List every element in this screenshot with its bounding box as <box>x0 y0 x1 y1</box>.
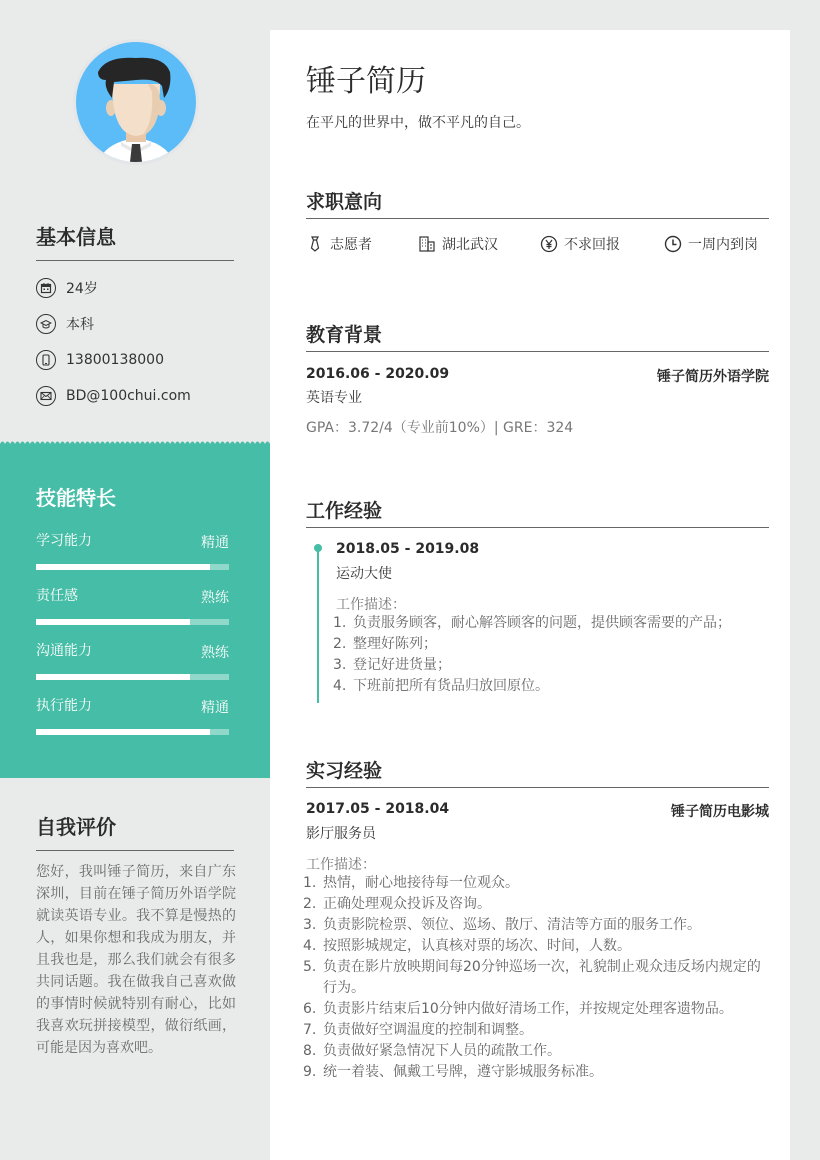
skill-item <box>36 530 229 570</box>
building-icon <box>418 235 436 253</box>
work-desc-list <box>333 613 773 697</box>
email-icon <box>36 386 56 406</box>
internship-desc-list <box>303 873 771 1083</box>
list-item: 1. 负责服务顾客，耐心解答顾客的问题，提供顾客需要的产品； <box>333 615 731 631</box>
timeline-line <box>317 549 319 703</box>
info-phone <box>36 342 236 378</box>
self-eval-heading: 自我评价 <box>36 814 234 851</box>
list-item: 9. 统一着装、佩戴工号牌，遵守影城服务标准。 <box>303 1064 603 1080</box>
skill-name: 执行能力 <box>36 698 92 714</box>
internship-role: 影厅服务员 <box>306 826 376 842</box>
internship-company: 锤子简历电影城 <box>671 804 769 820</box>
intent-location-value: 湖北武汉 <box>442 237 498 253</box>
resume-name: 锤子简历 <box>306 64 426 99</box>
skill-item <box>36 585 229 625</box>
phone-icon <box>36 350 56 370</box>
info-phone-value: 13800138000 <box>66 352 164 368</box>
skill-progress-fill <box>36 619 190 625</box>
yen-icon <box>540 235 558 253</box>
list-item: 4. 下班前把所有货品归放回原位。 <box>333 678 549 694</box>
intent-row <box>306 234 769 254</box>
work-role: 运动大使 <box>336 566 392 582</box>
education-header <box>306 366 769 386</box>
skills-heading: 技能特长 <box>36 486 116 510</box>
skill-progress-bar <box>36 729 229 735</box>
info-age <box>36 270 236 306</box>
skills-panel <box>0 446 270 778</box>
skill-item <box>36 640 229 680</box>
intent-availability-value: 一周内到岗 <box>688 237 758 253</box>
list-item: 1. 热情，耐心地接待每一位观众。 <box>303 875 519 891</box>
intent-salary <box>540 234 664 254</box>
skill-level: 精通 <box>201 700 229 716</box>
info-email <box>36 378 236 414</box>
tie-icon <box>306 235 324 253</box>
skill-progress-bar <box>36 674 229 680</box>
list-item: 2. 整理好陈列； <box>333 636 437 652</box>
info-age-value: 24岁 <box>66 281 98 297</box>
skill-progress-bar <box>36 564 229 570</box>
info-degree <box>36 306 236 342</box>
basic-info-list <box>36 270 236 414</box>
skill-level: 熟练 <box>201 590 229 606</box>
info-email-value: BD@100chui.com <box>66 388 191 404</box>
work-heading: 工作经验 <box>306 499 769 528</box>
work-desc-label: 工作描述： <box>336 597 406 613</box>
info-degree-value: 本科 <box>66 317 94 333</box>
avatar-illustration-icon <box>76 42 196 162</box>
internship-period: 2017.05 - 2018.04 <box>306 801 450 817</box>
skill-level: 熟练 <box>201 645 229 661</box>
intent-salary-value: 不求回报 <box>564 237 620 253</box>
skill-item <box>36 695 229 735</box>
graduation-cap-icon <box>36 314 56 334</box>
intent-heading: 求职意向 <box>306 190 769 219</box>
intent-position-value: 志愿者 <box>330 237 372 253</box>
skill-progress-fill <box>36 674 190 680</box>
list-item: 8. 负责做好紧急情况下人员的疏散工作。 <box>303 1043 561 1059</box>
skill-name: 责任感 <box>36 588 78 604</box>
list-item: 3. 登记好进货量； <box>333 657 451 673</box>
timeline-dot <box>314 544 322 552</box>
internship-header <box>306 801 769 821</box>
skill-progress-fill <box>36 729 210 735</box>
skill-progress-fill <box>36 564 210 570</box>
list-item: 3. 负责影院检票、领位、巡场、散厅、清洁等方面的服务工作。 <box>303 917 701 933</box>
education-period: 2016.06 - 2020.09 <box>306 366 450 382</box>
skill-name: 沟通能力 <box>36 643 92 659</box>
education-school: 锤子简历外语学院 <box>657 369 769 385</box>
list-item: 4. 按照影城规定，认真核对票的场次、时间，人数。 <box>303 938 631 954</box>
education-major: 英语专业 <box>306 390 362 406</box>
education-heading: 教育背景 <box>306 323 769 352</box>
list-item: 2. 正确处理观众投诉及咨询。 <box>303 896 491 912</box>
list-item: 5. 负责在影片放映期间每20分钟巡场一次，礼貌制止观众违反场内规定的行为。 <box>303 959 761 996</box>
clock-icon <box>664 235 682 253</box>
work-header <box>336 541 766 557</box>
list-item: 6. 负责影片结束后10分钟内做好清场工作，并按规定处理客遗物品。 <box>303 1001 733 1017</box>
skill-progress-bar <box>36 619 229 625</box>
internship-desc-label: 工作描述： <box>306 857 376 873</box>
skill-name: 学习能力 <box>36 533 92 549</box>
calendar-icon <box>36 278 56 298</box>
resume-motto: 在平凡的世界中，做不平凡的自己。 <box>306 115 530 131</box>
list-item: 7. 负责做好空调温度的控制和调整。 <box>303 1022 533 1038</box>
internship-heading: 实习经验 <box>306 759 769 788</box>
work-period: 2018.05 - 2019.08 <box>336 541 480 557</box>
sidebar <box>0 0 270 1160</box>
basic-info-heading: 基本信息 <box>36 224 234 261</box>
intent-location <box>418 234 540 254</box>
education-scores: GPA：3.72/4（专业前10%）| GRE：324 <box>306 420 574 436</box>
intent-position <box>306 234 418 254</box>
skill-level: 精通 <box>201 535 229 551</box>
intent-availability <box>664 234 758 254</box>
main-panel <box>270 30 790 1160</box>
self-eval-text: 您好，我叫锤子简历，来自广东深圳，目前在锤子简历外语学院就读英语专业。我不算是慢热的人，如果你想和我成为朋友，并且我也是，那么我们就会有很多共同话题。我在做我自己喜欢做的事情时候就特别有耐心，比如我喜欢玩拼接模型，做衍纸画，可能是因为喜欢吧。 <box>36 864 236 1056</box>
avatar <box>73 39 199 165</box>
